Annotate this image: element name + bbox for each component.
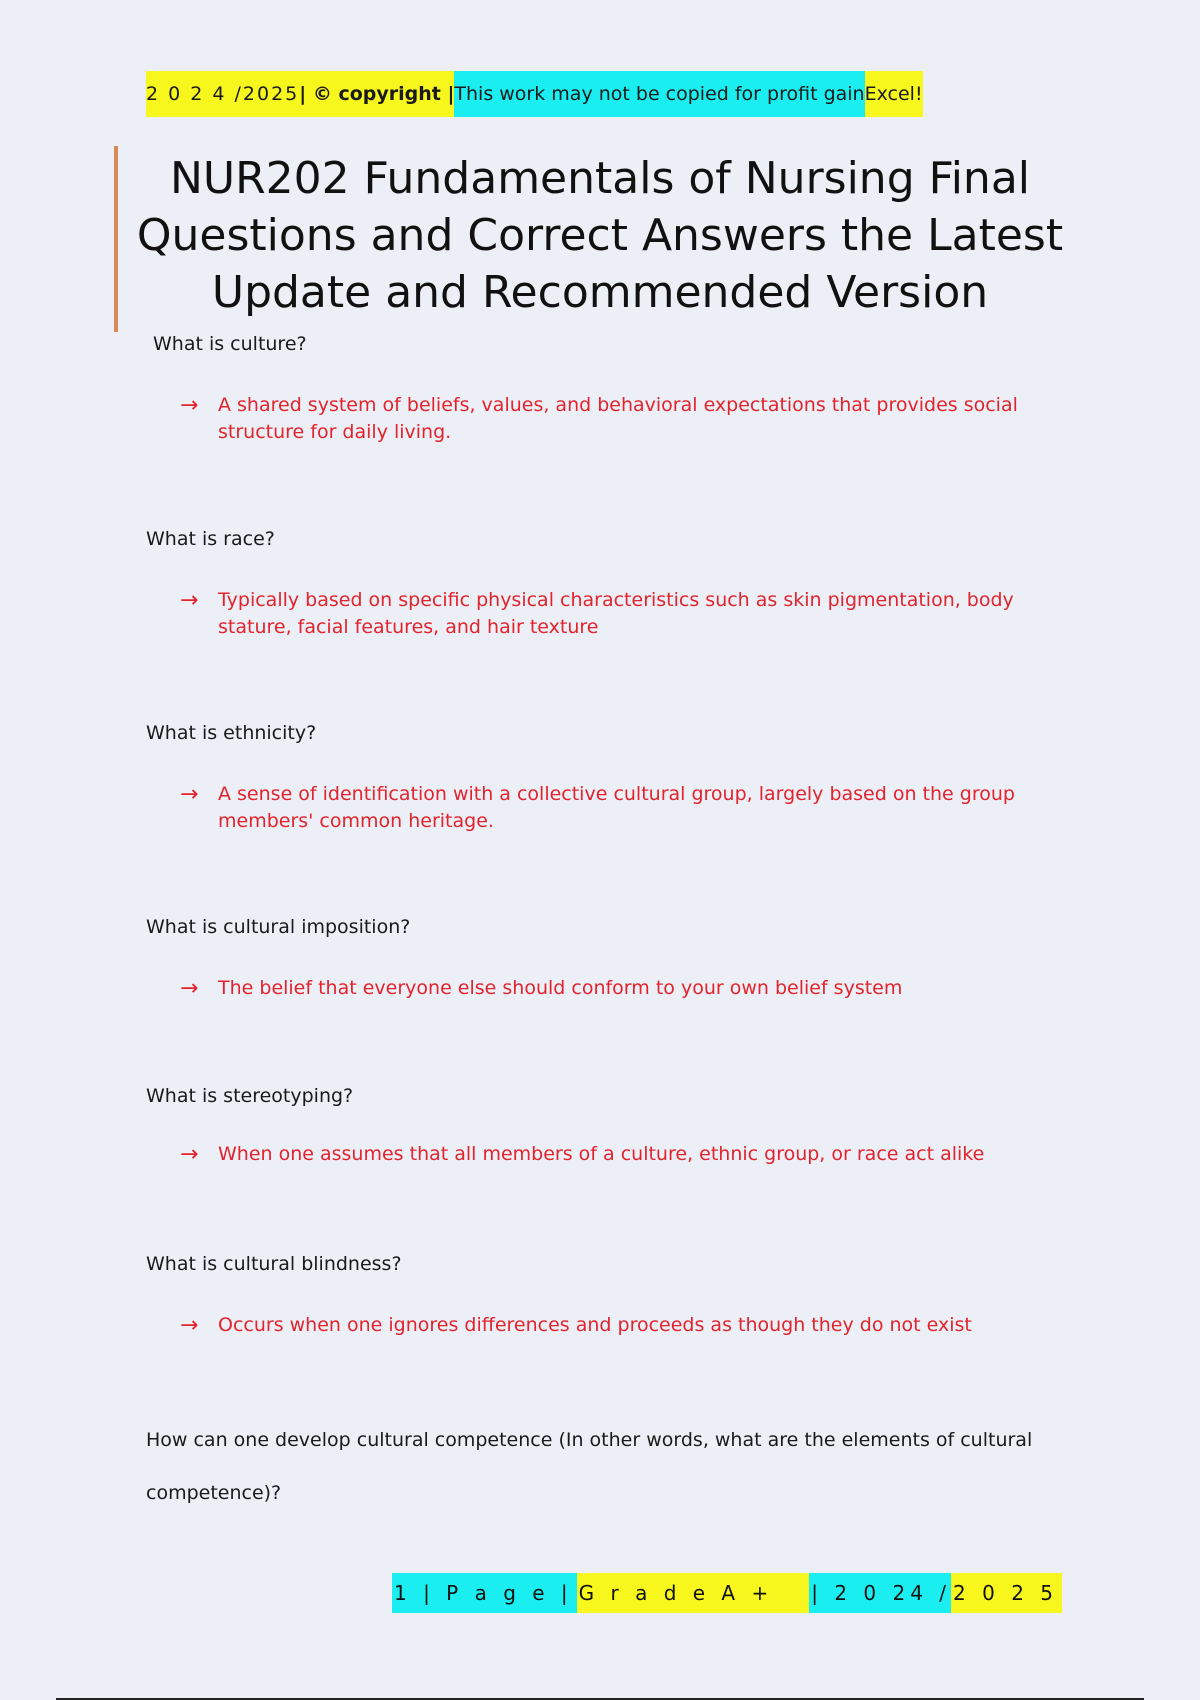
header-banner <box>146 71 923 117</box>
qa-item <box>146 1085 1046 1168</box>
banner-year: 2 0 2 4 /2025 <box>146 71 299 117</box>
question: What is ethnicity? <box>146 722 317 744</box>
answer-text: Occurs when one ignores differences and proceeds as though they do not exist <box>218 1314 972 1336</box>
right-arrow-icon: → <box>180 393 199 418</box>
footer-year-end: 2 0 2 5 <box>951 1573 1062 1613</box>
answer-text: The belief that everyone else should conform to your own belief system <box>218 977 903 999</box>
footer-page-number: 1 | P a g e | <box>392 1573 577 1613</box>
qa-item <box>146 916 1046 1002</box>
answer <box>146 781 1046 835</box>
qa-item <box>146 528 1046 641</box>
right-arrow-icon: → <box>180 976 199 1001</box>
answer <box>146 1312 1046 1339</box>
banner-notice: This work may not be copied for profit gain <box>454 71 864 117</box>
question: What is culture? <box>153 333 307 355</box>
answer <box>146 392 1046 446</box>
question: What is cultural imposition? <box>146 916 411 938</box>
answer <box>146 587 1046 641</box>
banner-copyright: | © copyright | <box>299 71 454 117</box>
answer <box>146 1141 1046 1168</box>
answer-text: Typically based on specific physical characteristics such as skin pigmentation, body stature, facial features, and hair texture <box>218 589 1014 638</box>
question: What is cultural blindness? <box>146 1253 402 1275</box>
final-question: How can one develop cultural competence (In other words, what are the elements of cultural competence)? <box>146 1429 1033 1504</box>
right-arrow-icon: → <box>180 1313 199 1338</box>
answer-text: A shared system of beliefs, values, and behavioral expectations that provides social structure for daily living. <box>218 394 1018 443</box>
question: What is stereotyping? <box>146 1085 354 1107</box>
right-arrow-icon: → <box>180 782 199 807</box>
answer-text: When one assumes that all members of a culture, ethnic group, or race act alike <box>218 1143 985 1165</box>
footer-year-start: | 2 0 24 / <box>809 1573 951 1613</box>
qa-item <box>146 333 1046 446</box>
qa-item <box>146 722 1046 835</box>
title-accent-bar <box>114 146 118 332</box>
question: What is race? <box>146 528 275 550</box>
answer <box>146 975 1046 1002</box>
document-title: NUR202 Fundamentals of Nursing Final Questions and Correct Answers the Latest Update and Recommended Version <box>136 153 1064 318</box>
banner-excel: Excel! <box>865 71 923 117</box>
qa-item <box>146 1253 1046 1339</box>
footer-grade: G r a d e A + <box>577 1573 810 1613</box>
page-footer <box>392 1573 1062 1613</box>
answer-text: A sense of identification with a collective cultural group, largely based on the group members' common heritage. <box>218 783 1015 832</box>
right-arrow-icon: → <box>180 1142 199 1167</box>
right-arrow-icon: → <box>180 588 199 613</box>
